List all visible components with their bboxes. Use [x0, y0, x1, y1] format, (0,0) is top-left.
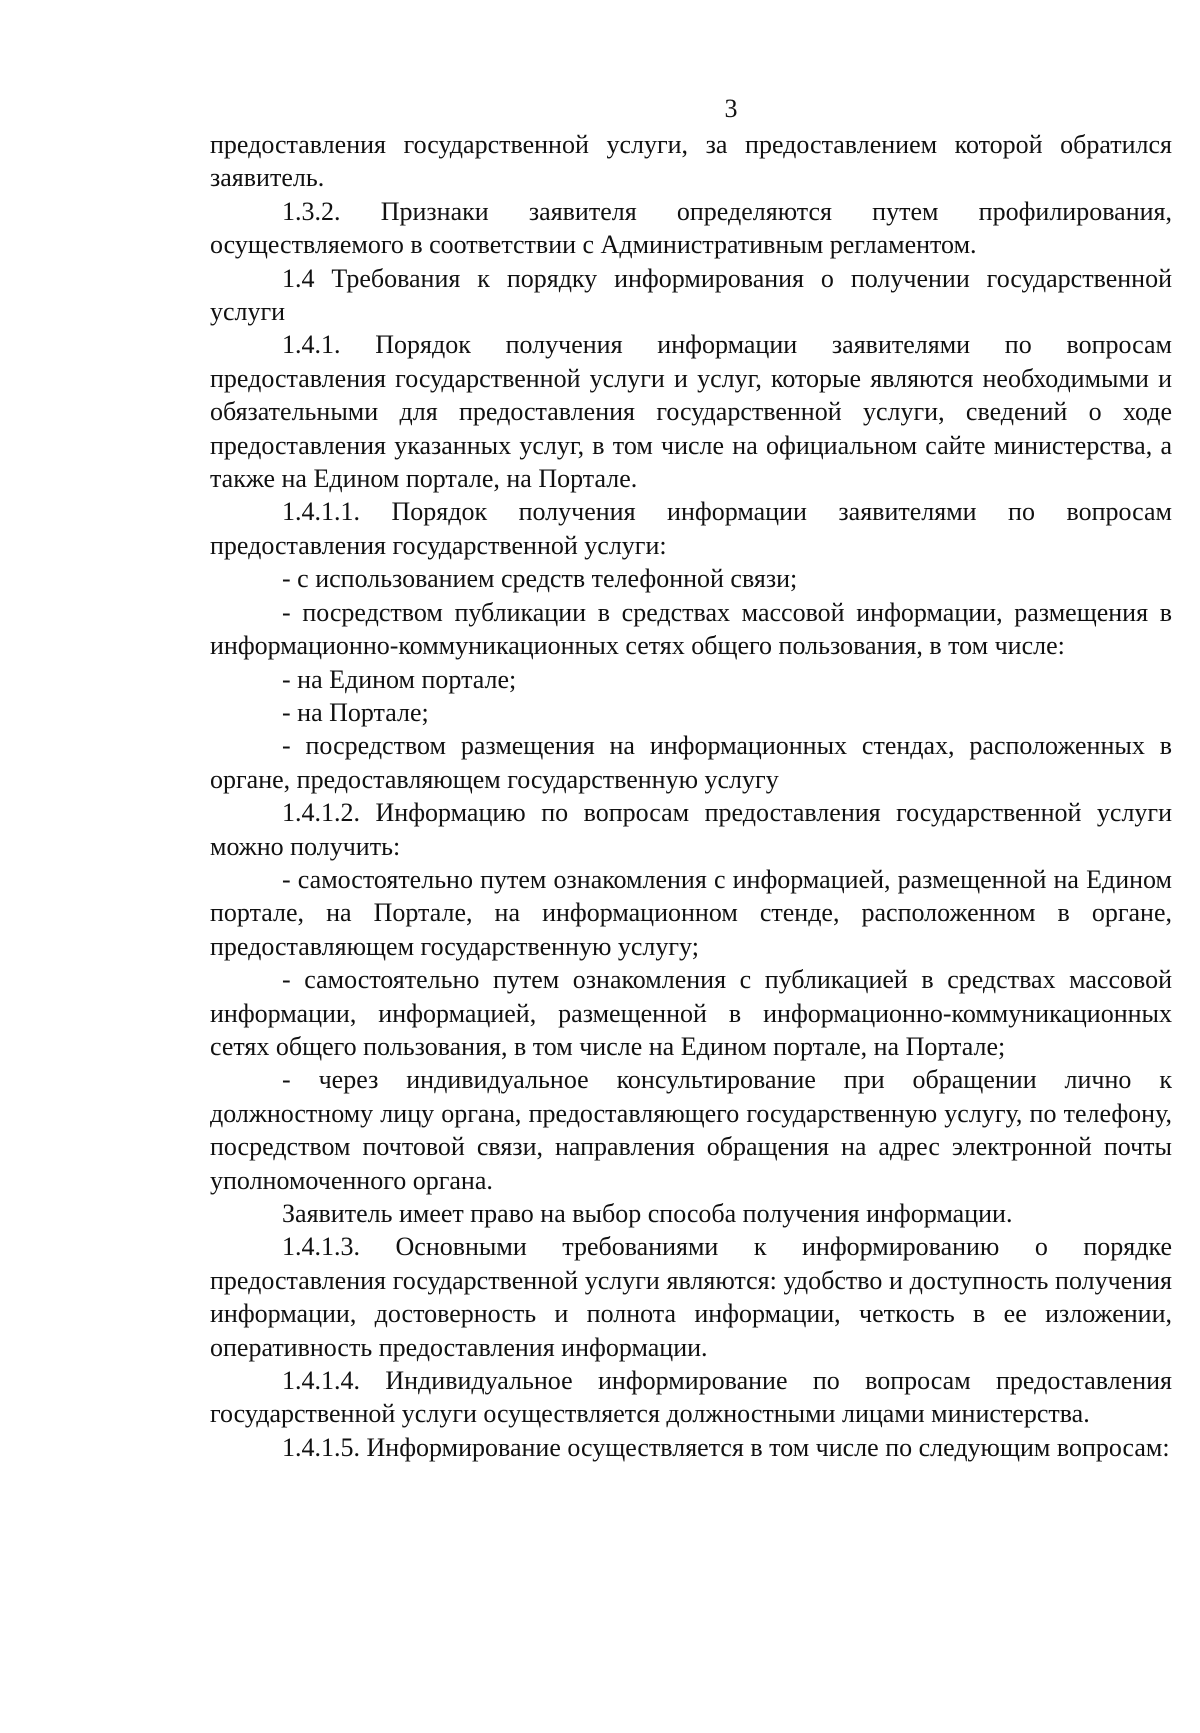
- paragraph-1-4-1-4: 1.4.1.4. Индивидуальное информирование по вопросам предоставления государственной услуги осуществляется должностными лицами министерства.: [210, 1366, 1172, 1429]
- paragraph-applicant-right: Заявитель имеет право на выбор способа получения информации.: [282, 1199, 1013, 1228]
- section-heading-1-4: 1.4 Требования к порядку информирования о получении государственной услуги: [210, 263, 1172, 327]
- list-item-self-media: - самостоятельно путем ознакомления с публикацией в средствах массовой информации, информацией, размещенной в информационно-коммуникационных сетях общего пользования, в том числе на Едином портале, на Портале;: [210, 965, 1172, 1061]
- paragraph-1-3-2: 1.3.2. Признаки заявителя определяются путем профилирования, осуществляемого в соответствии с Административным регламентом.: [210, 196, 1172, 260]
- list-item-self-portal: - самостоятельно путем ознакомления с информацией, размещенной на Едином портале, на Портале, на информационном стенде, расположенном в органе, предоставляющем государственную услугу;: [210, 864, 1172, 961]
- list-item-unified-portal: - на Едином портале;: [282, 664, 517, 694]
- page-number: 3: [724, 94, 738, 123]
- paragraph-1-4-1-3: 1.4.1.3. Основными требованиями к информированию о порядке предоставления государственной услуги являются: удобство и доступность получения информации, достоверность и полнота информации, четкость в ее изложении, оперативность предоставления информации.: [210, 1232, 1172, 1362]
- list-item-publication: - посредством публикации в средствах массовой информации, размещения в информационно-коммуникационных сетях общего пользования, в том числе:: [210, 597, 1172, 661]
- paragraph-1-4-1-2: 1.4.1.2. Информацию по вопросам предоставления государственной услуги можно получить:: [210, 798, 1172, 861]
- paragraph-1-4-1-5: 1.4.1.5. Информирование осуществляется в том числе по следующим вопросам:: [282, 1432, 1170, 1462]
- list-item-consultation: - через индивидуальное консультирование при обращении лично к должностному лицу органа, предоставляющего государственную услугу, по телефону, посредством почтовой связи, направления обращения на адрес электронной почты уполномоченного органа.: [210, 1065, 1172, 1195]
- list-item-portal: - на Портале;: [282, 697, 429, 727]
- document-page: [210, 92, 1172, 1464]
- paragraph-1-4-1-1: 1.4.1.1. Порядок получения информации заявителями по вопросам предоставления государственной услуги:: [210, 497, 1172, 560]
- list-item-info-stands: - посредством размещения на информационных стендах, расположенных в органе, предоставляющем государственную услугу: [210, 731, 1172, 794]
- paragraph-1-4-1: 1.4.1. Порядок получения информации заявителями по вопросам предоставления государственной услуги и услуг, которые являются необходимыми и обязательными для предоставления государственной услуги, сведений о ходе предоставления указанных услуг, в том числе на официальном сайте министерства, а также на Едином портале, на Портале.: [210, 330, 1172, 494]
- paragraph-continuation: предоставления государственной услуги, за предоставлением которой обратился заявитель.: [210, 130, 1172, 193]
- list-item-telephone: - с использованием средств телефонной связи;: [282, 564, 798, 594]
